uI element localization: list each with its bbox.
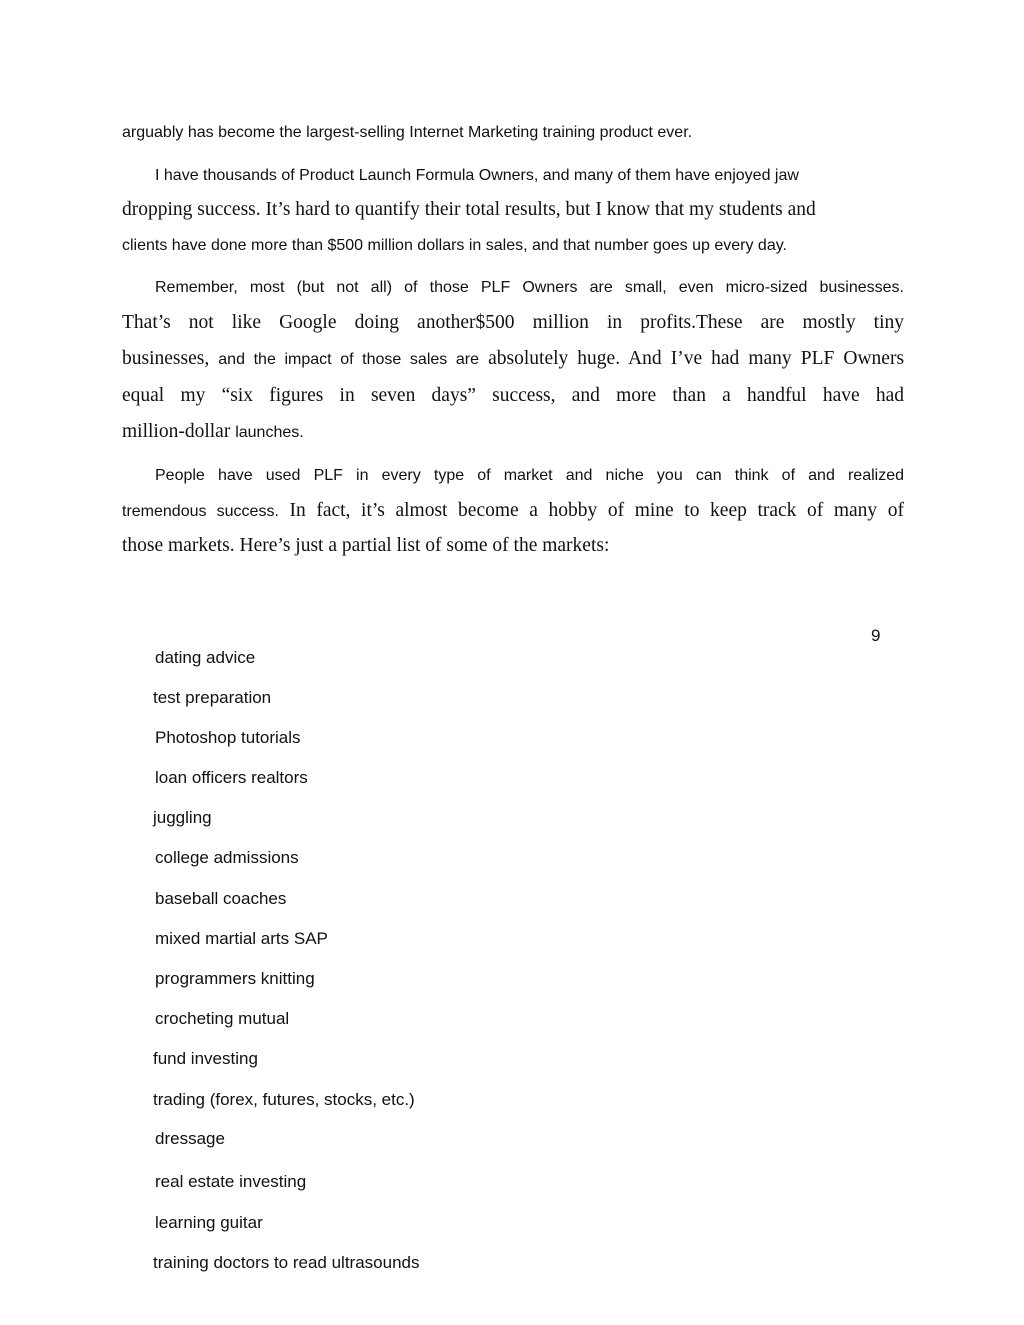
paragraph-line: arguably has become the largest-selling Internet Marketing training product ever. (122, 124, 693, 141)
list-item: baseball coaches (155, 889, 287, 908)
list-item: learning guitar (155, 1213, 263, 1232)
paragraph-line (122, 348, 904, 371)
list-item: college admissions (155, 848, 299, 867)
list-item: real estate investing (155, 1172, 307, 1191)
list-item: dating advice (155, 648, 256, 667)
text-run: businesses, (122, 348, 210, 369)
paragraph-line: Remember, most (but not all) of those PLF Owners are small, even micro-sized businesses. (155, 279, 904, 296)
list-item: fund investing (153, 1049, 258, 1068)
list-item: training doctors to read ultrasounds (153, 1253, 420, 1272)
list-item: juggling (153, 808, 212, 827)
paragraph-line: That’s not like Google doing another$500 million in profits.These are mostly tiny (122, 312, 904, 333)
list-item: mixed martial arts SAP (155, 929, 328, 948)
text-run: million-dollar (122, 421, 231, 442)
list-item: crocheting mutual (155, 1009, 290, 1028)
text-run: In fact, it’s almost become a hobby of mine to keep track of many of (289, 500, 904, 521)
paragraph-line: dropping success. It’s hard to quantify their total results, but I know that my students and (122, 199, 816, 220)
text-run: tremendous success. (122, 503, 279, 520)
text-run: absolutely huge. And I’ve had many PLF Owners (488, 348, 905, 369)
list-item: programmers knitting (155, 969, 315, 988)
list-item: Photoshop tutorials (155, 728, 301, 747)
list-item: loan officers realtors (155, 768, 308, 787)
text-run: and the impact of those sales are (218, 351, 480, 368)
text-run: launches. (235, 424, 304, 441)
paragraph-line: People have used PLF in every type of market and niche you can think of and realized (155, 467, 904, 484)
list-item: trading (forex, futures, stocks, etc.) (153, 1090, 415, 1109)
paragraph-line (122, 500, 904, 523)
list-item: dressage (155, 1129, 225, 1148)
list-item: test preparation (153, 688, 272, 707)
paragraph-line: clients have done more than $500 million dollars in sales, and that number goes up every day. (122, 237, 787, 254)
paragraph-line: I have thousands of Product Launch Formula Owners, and many of them have enjoyed jaw (155, 167, 799, 184)
paragraph-line: those markets. Here’s just a partial list of some of the markets: (122, 535, 610, 556)
page-number: 9 (871, 626, 881, 645)
paragraph-line (122, 421, 304, 444)
paragraph-line: equal my “six figures in seven days” success, and more than a handful have had (122, 385, 904, 406)
